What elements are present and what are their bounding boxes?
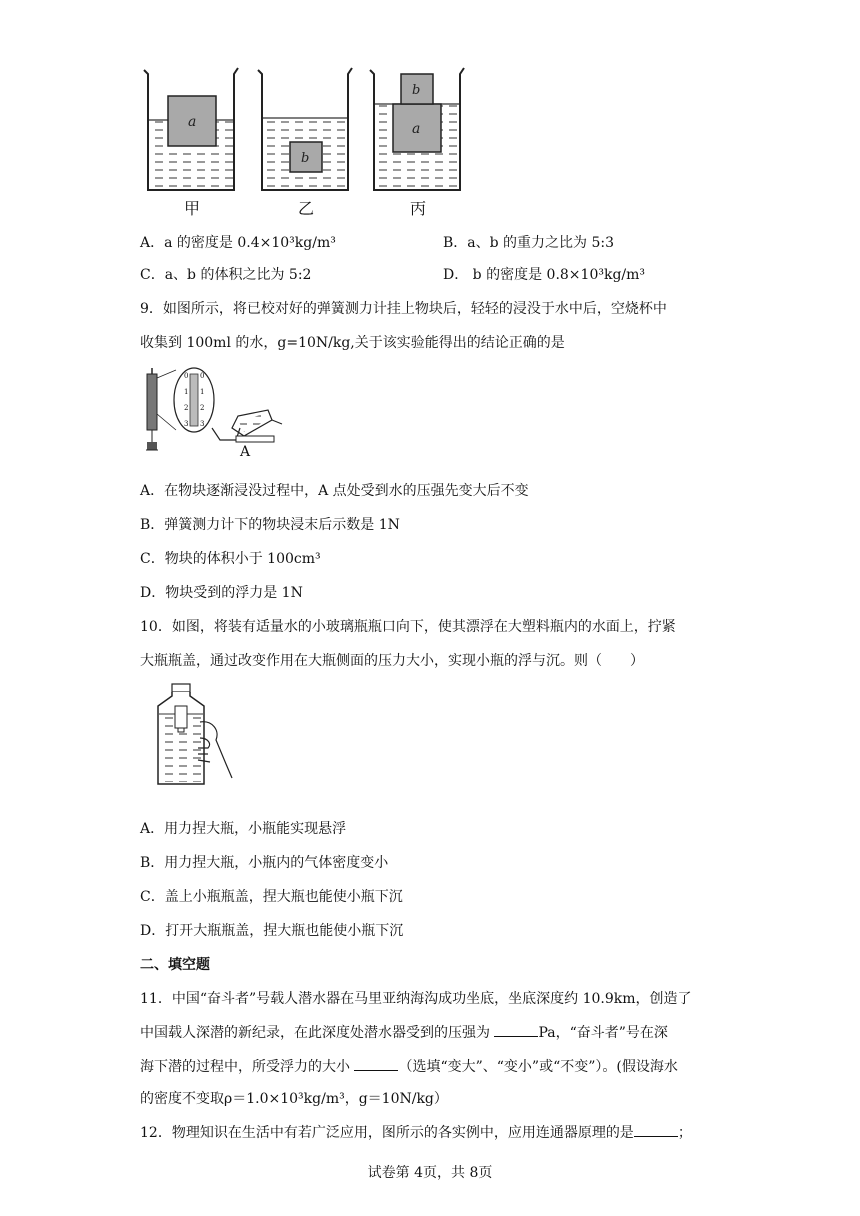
svg-text:3: 3 <box>184 420 189 428</box>
q10-option-b: B．用力捏大瓶，小瓶内的气体密度变小 <box>140 855 389 871</box>
svg-text:a: a <box>412 121 421 137</box>
q11-blank-buoyancy[interactable] <box>354 1058 398 1071</box>
label-jia: 甲 <box>184 199 201 218</box>
q8-option-b: B．a、b 的重力之比为 5:3 <box>443 235 615 251</box>
point-a-label: A <box>240 444 251 460</box>
q9-option-b: B．弹簧测力计下的物块浸末后示数是 1N <box>140 517 400 533</box>
svg-text:1: 1 <box>184 388 189 396</box>
q10-option-d: D．打开大瓶瓶盖，捏大瓶也能使小瓶下沉 <box>140 923 404 939</box>
svg-text:2: 2 <box>200 404 205 412</box>
q9-option-d: D．物块受到的浮力是 1N <box>140 585 303 601</box>
beaker-figure <box>140 62 470 222</box>
q10-option-c: C．盖上小瓶瓶盖，捏大瓶也能使小瓶下沉 <box>140 889 403 905</box>
q9-stem-line2: 收集到 100ml 的水，g=10N/kg,关于该实验能得出的结论正确的是 <box>140 335 565 351</box>
q11-stem-line1: 11．中国“奋斗者”号载人潜水器在马里亚纳海沟成功坐底，坐底深度约 10.9km，创造了 <box>140 991 692 1007</box>
label-bing: 丙 <box>410 199 427 218</box>
q11-stem-line3: 海下潜的过程中，所受浮力的大小 （选填“变大”、“变小”或“不变”）。(假设海水 <box>140 1059 678 1075</box>
svg-text:2: 2 <box>184 404 189 412</box>
beaker-yi <box>258 68 352 190</box>
svg-text:0: 0 <box>200 372 205 380</box>
q11-stem-line4: 的密度不变取ρ＝1.0×10³kg/m³，g＝10N/kg） <box>140 1091 448 1107</box>
q10-stem-line2: 大瓶瓶盖，通过改变作用在大瓶侧面的压力大小，实现小瓶的浮与沉。则（ ） <box>140 653 644 669</box>
q11-stem-line2: 中国载人深潜的新纪录，在此深度处潜水器受到的压强为 Pa，“奋斗者”号在深 <box>140 1025 668 1041</box>
q10-stem-line1: 10．如图，将装有适量水的小玻璃瓶瓶口向下，使其漂浮在大塑料瓶内的水面上，拧紧 <box>140 619 676 635</box>
q12-blank[interactable] <box>634 1124 678 1137</box>
block-b-label: b <box>301 151 310 166</box>
q9-option-a: A．在物块逐渐浸没过程中，A 点处受到水的压强先变大后不变 <box>140 483 529 499</box>
q9-option-c: C．物块的体积小于 100cm³ <box>140 551 321 567</box>
q8-option-a: A．a 的密度是 0.4×10³kg/m³ <box>140 235 336 251</box>
svg-text:b: b <box>412 83 421 98</box>
svg-text:0: 0 <box>184 372 189 380</box>
q9-stem-line1: 9．如图所示，将已校对好的弹簧测力计挂上物块后，轻轻的浸没于水中后，空烧杯中 <box>140 301 667 317</box>
q11-blank-pressure[interactable] <box>494 1024 538 1037</box>
label-yi: 乙 <box>298 199 315 218</box>
beaker-bing <box>370 68 464 190</box>
page-footer: 试卷第 4页，共 8页 <box>367 1165 493 1181</box>
beaker-jia <box>144 68 238 190</box>
q8-option-c: C．a、b 的体积之比为 5:2 <box>140 267 312 283</box>
q10-option-a: A．用力捏大瓶，小瓶能实现悬浮 <box>140 821 347 837</box>
section-title-fill-blank: 二、填空题 <box>140 957 210 973</box>
q8-option-d: D． b 的密度是 0.8×10³kg/m³ <box>443 267 646 283</box>
block-a-label: a <box>188 114 197 130</box>
svg-text:1: 1 <box>200 388 205 396</box>
svg-text:3: 3 <box>200 420 205 428</box>
bottle-figure <box>150 682 240 790</box>
q12-stem-line1: 12．物理知识在生活中有若广泛应用，图所示的各实例中，应用连通器原理的是 ； <box>140 1125 692 1141</box>
spring-scale-figure <box>140 364 290 460</box>
